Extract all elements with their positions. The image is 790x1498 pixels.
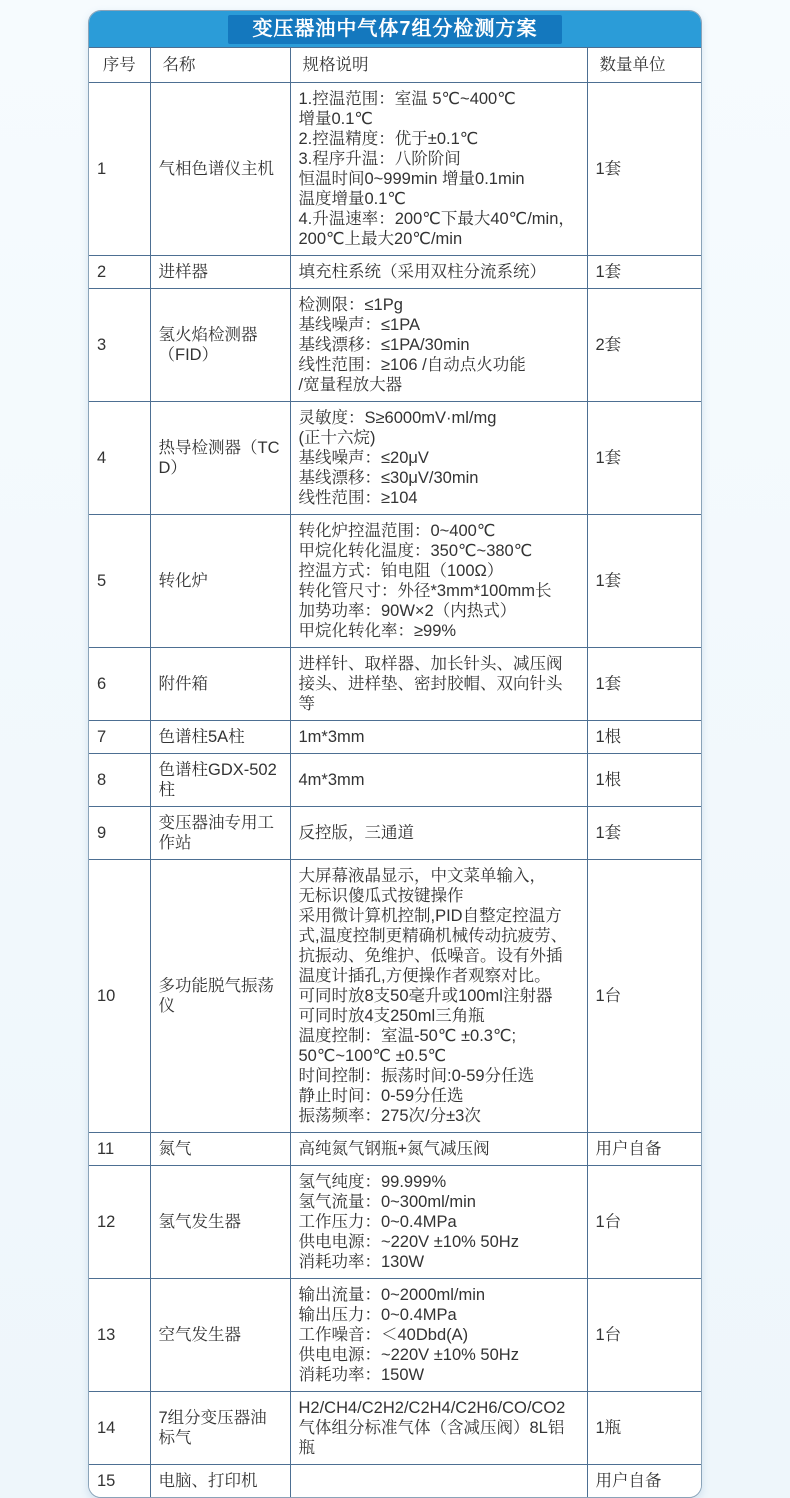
col-header-qty: 数量单位 <box>587 48 701 83</box>
item-quantity-cell: 2套 <box>587 289 701 402</box>
item-spec-cell <box>290 648 587 721</box>
table-row <box>89 402 701 515</box>
spec-line: 恒温时间0~999min 增量0.1min <box>298 170 525 188</box>
item-spec-cell <box>290 1133 587 1166</box>
item-spec-cell <box>290 1392 587 1465</box>
item-name-cell: 氢火焰检测器（FID） <box>150 289 290 402</box>
item-spec-cell <box>290 83 587 256</box>
spec-line: 可同时放4支250ml三角瓶 <box>298 1007 485 1025</box>
spec-line: 控温方式：铂电阻（100Ω） <box>298 562 504 580</box>
row-number-cell: 5 <box>89 515 150 648</box>
table-row <box>89 1279 701 1392</box>
item-name-cell: 电脑、打印机 <box>150 1465 290 1498</box>
table-row <box>89 256 701 289</box>
row-number-cell: 15 <box>89 1465 150 1498</box>
table-row <box>89 289 701 402</box>
row-number-cell: 4 <box>89 402 150 515</box>
row-number-cell: 6 <box>89 648 150 721</box>
spec-line: 输出压力：0~0.4MPa <box>298 1306 457 1324</box>
item-name-cell: 进样器 <box>150 256 290 289</box>
spec-line: 200℃上最大20℃/min <box>298 230 463 248</box>
spec-line: 供电电源：~220V ±10% 50Hz <box>298 1346 519 1364</box>
spec-line: 静止时间：0-59分任选 <box>298 1087 464 1105</box>
spec-line: 线性范围：≥106 /自动点火功能 <box>298 356 526 374</box>
spec-line: 甲烷化转化率：≥99% <box>298 622 457 640</box>
item-quantity-cell: 1瓶 <box>587 1392 701 1465</box>
spec-line: 转化管尺寸：外径*3mm*100mm长 <box>298 582 552 600</box>
spec-line: 消耗功率：150W <box>298 1366 425 1384</box>
item-spec-cell <box>290 721 587 754</box>
item-quantity-cell: 1套 <box>587 402 701 515</box>
spec-line: 4m*3mm <box>298 771 365 789</box>
item-name-cell: 空气发生器 <box>150 1279 290 1392</box>
spec-line: 气体组分标准气体（含减压阀）8L铝瓶 <box>298 1419 565 1457</box>
item-quantity-cell: 1套 <box>587 807 701 860</box>
spec-line: 灵敏度：S≥6000mV·ml/mg <box>298 409 497 427</box>
spec-line: 无标识傻瓜式按键操作 <box>298 887 464 905</box>
item-spec-cell <box>290 515 587 648</box>
spec-line: 基线漂移：≤1PA/30min <box>298 336 470 354</box>
spec-line: 高纯氮气钢瓶+氮气减压阀 <box>298 1140 490 1158</box>
item-name-cell: 氢气发生器 <box>150 1166 290 1279</box>
spec-line: (正十六烷) <box>298 429 376 447</box>
spec-line: 基线漂移：≤30μV/30min <box>298 469 479 487</box>
table-row <box>89 754 701 807</box>
spec-line: 温度控制：室温-50℃ ±0.3℃; <box>298 1027 517 1045</box>
item-spec-cell <box>290 402 587 515</box>
spec-line: 4.升温速率：200℃下最大40℃/min， <box>298 210 575 228</box>
spec-line: H2/CH4/C2H2/C2H4/C2H6/CO/CO2 <box>298 1399 566 1417</box>
item-spec-cell <box>290 1465 587 1498</box>
page-title: 变压器油中气体7组分检测方案 <box>228 15 561 44</box>
table-row <box>89 721 701 754</box>
row-number-cell: 2 <box>89 256 150 289</box>
item-name-cell: 热导检测器（TCD） <box>150 402 290 515</box>
item-spec-cell <box>290 256 587 289</box>
spec-line: 采用微计算机控制,PID自整定控温方 <box>298 907 562 925</box>
spec-line: 输出流量：0~2000ml/min <box>298 1286 486 1304</box>
item-name-cell: 色谱柱GDX-502柱 <box>150 754 290 807</box>
spec-line: 1.控温范围：室温 5℃~400℃ <box>298 90 516 108</box>
table-row <box>89 515 701 648</box>
row-number-cell: 13 <box>89 1279 150 1392</box>
spec-line: 供电电源：~220V ±10% 50Hz <box>298 1233 519 1251</box>
spec-table <box>89 47 701 1497</box>
row-number-cell: 10 <box>89 860 150 1133</box>
item-name-cell: 气相色谱仪主机 <box>150 83 290 256</box>
table-row <box>89 807 701 860</box>
table-row <box>89 1465 701 1498</box>
spec-line: 线性范围：≥104 <box>298 489 418 507</box>
item-name-cell: 多功能脱气振荡仪 <box>150 860 290 1133</box>
spec-line: 1m*3mm <box>298 728 365 746</box>
item-name-cell: 氮气 <box>150 1133 290 1166</box>
table-title-band <box>89 11 701 47</box>
header-row <box>89 48 701 83</box>
row-number-cell: 12 <box>89 1166 150 1279</box>
table-row <box>89 860 701 1133</box>
spec-line: 基线噪声：≤20μV <box>298 449 429 467</box>
item-quantity-cell: 1根 <box>587 721 701 754</box>
item-name-cell: 变压器油专用工作站 <box>150 807 290 860</box>
spec-line: /宽量程放大器 <box>298 376 403 394</box>
item-quantity-cell: 用户自备 <box>587 1465 701 1498</box>
row-number-cell: 3 <box>89 289 150 402</box>
spec-table-card <box>88 10 702 1498</box>
item-quantity-cell: 1套 <box>587 648 701 721</box>
spec-line: 抗振动、免维护、低噪音。设有外插 <box>298 947 563 965</box>
table-row <box>89 1166 701 1279</box>
spec-line: 工作压力：0~0.4MPa <box>298 1213 457 1231</box>
spec-line: 进样针、取样器、加长针头、减压阀接头、进样垫、密封胶帽、双向针头等 <box>298 655 563 713</box>
spec-line: 温度计插孔,方便操作者观察对比。 <box>298 967 551 985</box>
row-number-cell: 9 <box>89 807 150 860</box>
item-spec-cell <box>290 1166 587 1279</box>
spec-line: 振荡频率：275次/分±3次 <box>298 1107 481 1125</box>
item-quantity-cell: 1台 <box>587 860 701 1133</box>
row-number-cell: 11 <box>89 1133 150 1166</box>
spec-line: 检测限：≤1Pg <box>298 296 403 314</box>
row-number-cell: 14 <box>89 1392 150 1465</box>
spec-line: 反控版，三通道 <box>298 824 414 842</box>
table-row <box>89 648 701 721</box>
spec-line: 氢气流量：0~300ml/min <box>298 1193 476 1211</box>
table-body <box>89 83 701 1498</box>
item-spec-cell <box>290 289 587 402</box>
spec-line: 大屏幕液晶显示，中文菜单输入， <box>298 867 546 885</box>
item-quantity-cell: 1台 <box>587 1279 701 1392</box>
spec-line: 填充柱系统（采用双柱分流系统） <box>298 263 546 281</box>
spec-line: 可同时放8支50毫升或100ml注射器 <box>298 987 553 1005</box>
spec-line: 消耗功率：130W <box>298 1253 425 1271</box>
spec-line: 氢气纯度：99.999% <box>298 1173 447 1191</box>
item-spec-cell <box>290 807 587 860</box>
item-name-cell: 附件箱 <box>150 648 290 721</box>
item-name-cell: 转化炉 <box>150 515 290 648</box>
item-quantity-cell: 用户自备 <box>587 1133 701 1166</box>
table-row <box>89 1133 701 1166</box>
item-name-cell: 7组分变压器油标气 <box>150 1392 290 1465</box>
item-quantity-cell: 1套 <box>587 515 701 648</box>
spec-line: 转化炉控温范围：0~400℃ <box>298 522 496 540</box>
item-quantity-cell: 1套 <box>587 256 701 289</box>
item-spec-cell <box>290 1279 587 1392</box>
spec-line: 3.程序升温：八阶阶间 <box>298 150 461 168</box>
spec-line: 工作噪音：＜40Dbd(A) <box>298 1326 469 1344</box>
item-quantity-cell: 1套 <box>587 83 701 256</box>
item-spec-cell <box>290 860 587 1133</box>
row-number-cell: 1 <box>89 83 150 256</box>
spec-line: 时间控制：振荡时间:0-59分任选 <box>298 1067 535 1085</box>
item-quantity-cell: 1台 <box>587 1166 701 1279</box>
spec-line: 式,温度控制更精确机械传动抗疲劳、 <box>298 927 568 945</box>
spec-line: 2.控温精度：优于±0.1℃ <box>298 130 479 148</box>
item-spec-cell <box>290 754 587 807</box>
spec-line: 基线噪声：≤1PA <box>298 316 421 334</box>
spec-line: 50℃~100℃ ±0.5℃ <box>298 1047 447 1065</box>
spec-line: 增量0.1℃ <box>298 110 373 128</box>
table-row <box>89 83 701 256</box>
col-header-name: 名称 <box>150 48 290 83</box>
spec-line: 加势功率：90W×2（内热式） <box>298 602 517 620</box>
spec-line: 甲烷化转化温度：350℃~380℃ <box>298 542 533 560</box>
item-name-cell: 色谱柱5A柱 <box>150 721 290 754</box>
col-header-spec: 规格说明 <box>290 48 587 83</box>
row-number-cell: 7 <box>89 721 150 754</box>
table-row <box>89 1392 701 1465</box>
spec-line: 温度增量0.1℃ <box>298 190 406 208</box>
row-number-cell: 8 <box>89 754 150 807</box>
col-header-no: 序号 <box>89 48 150 83</box>
item-quantity-cell: 1根 <box>587 754 701 807</box>
